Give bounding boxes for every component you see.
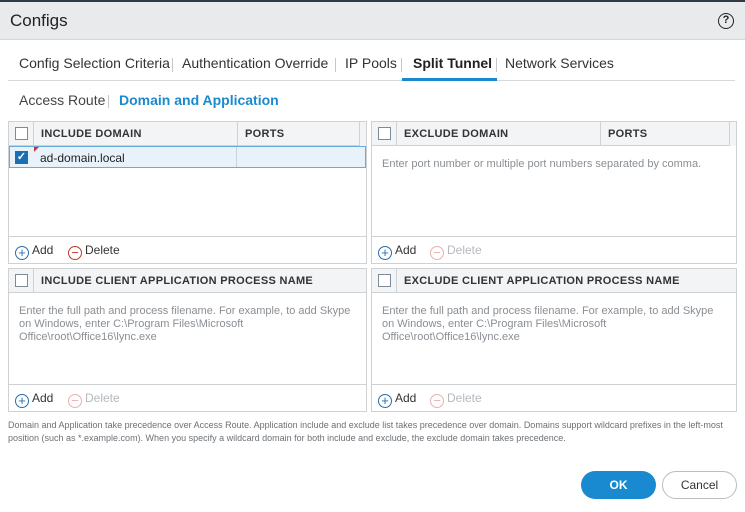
include-domain-footer (9, 236, 366, 263)
add-label: Add (395, 243, 417, 257)
dialog-header (0, 2, 745, 40)
delete-icon: − (68, 246, 82, 260)
include-app-add-button[interactable] (15, 391, 53, 407)
include-app-delete-button[interactable] (68, 391, 120, 407)
include-app-placeholder: Enter the full path and process filename. For example, to add Skype on Windows, enter C:\Program Files\Microsoft Office\root\Office16\lync.exe (19, 305, 351, 343)
tab-ip-pools[interactable]: IP Pools (345, 55, 397, 71)
subtab-access-route[interactable]: Access Route (19, 92, 106, 108)
subtab-separator (108, 95, 109, 108)
tab-network-services[interactable]: Network Services (505, 55, 614, 71)
add-icon: + (15, 394, 29, 408)
dialog-title: Configs (10, 11, 68, 30)
add-label: Add (395, 391, 417, 405)
include-app-panel (8, 268, 367, 412)
header-scroll-gutter (729, 122, 736, 146)
delete-icon: − (430, 394, 444, 408)
exclude-app-add-button[interactable] (378, 391, 416, 407)
exclude-app-list (372, 293, 736, 384)
exclude-domain-header (372, 122, 736, 146)
add-icon: + (15, 246, 29, 260)
include-domain-delete-button[interactable] (68, 243, 120, 259)
exclude-domain-select-all-checkbox[interactable] (378, 127, 391, 140)
column-divider (236, 147, 237, 167)
include-app-column-header[interactable]: INCLUDE CLIENT APPLICATION PROCESS NAME (33, 269, 367, 293)
delete-icon: − (68, 394, 82, 408)
delete-label: Delete (447, 391, 482, 405)
exclude-domain-panel (371, 121, 737, 264)
add-label: Add (32, 243, 54, 257)
tab-split-tunnel[interactable]: Split Tunnel (413, 55, 493, 71)
subtab-domain-and-application[interactable]: Domain and Application (119, 92, 279, 108)
include-domain-select-all-checkbox[interactable] (15, 127, 28, 140)
delete-label: Delete (85, 243, 120, 257)
precedence-note: Domain and Application take precedence over Access Route. Application include and exclude list takes precedence over domain. Domains support wildcard prefixes in the left-most position (such as *.example.com). When you specify a wildcard domain for both include and exclude, the exclude domain takes precedence. (8, 420, 723, 443)
tab-config-selection-criteria[interactable]: Config Selection Criteria (19, 55, 170, 71)
include-domain-panel (8, 121, 367, 264)
delete-label: Delete (85, 391, 120, 405)
delete-label: Delete (447, 243, 482, 257)
exclude-app-placeholder: Enter the full path and process filename. For example, to add Skype on Windows, enter C:\Program Files\Microsoft Office\root\Office16\lync.exe (382, 305, 714, 343)
exclude-domain-column-header[interactable]: EXCLUDE DOMAIN (396, 122, 600, 146)
include-app-footer (9, 384, 366, 411)
tab-separator (401, 58, 402, 72)
tab-bar (8, 40, 735, 81)
exclude-domain-add-button[interactable] (378, 243, 416, 259)
include-app-select-all-checkbox[interactable] (15, 274, 28, 287)
exclude-domain-ports-column-header[interactable]: PORTS (600, 122, 730, 146)
include-domain-header (9, 122, 366, 146)
exclude-domain-list (372, 146, 736, 236)
exclude-domain-placeholder: Enter port number or multiple port numbers separated by comma. (382, 158, 702, 170)
exclude-app-delete-button[interactable] (430, 391, 482, 407)
modified-marker-icon (34, 147, 39, 152)
include-domain-add-button[interactable] (15, 243, 53, 259)
include-domain-cell[interactable]: ad-domain.local (40, 151, 125, 165)
table-row[interactable] (9, 146, 366, 168)
delete-icon: − (430, 246, 444, 260)
exclude-app-panel (371, 268, 737, 412)
cancel-button[interactable]: Cancel (662, 471, 737, 499)
include-domain-ports-column-header[interactable]: PORTS (237, 122, 361, 146)
tab-separator (172, 58, 173, 72)
add-icon: + (378, 394, 392, 408)
exclude-app-column-header[interactable]: EXCLUDE CLIENT APPLICATION PROCESS NAME (396, 269, 737, 293)
tab-authentication-override[interactable]: Authentication Override (182, 55, 329, 71)
ok-button[interactable]: OK (581, 471, 656, 499)
exclude-app-footer (372, 384, 736, 411)
include-app-header (9, 269, 366, 293)
exclude-app-header (372, 269, 736, 293)
tab-separator (335, 58, 336, 72)
row-checkbox[interactable]: ✓ (16, 151, 27, 163)
add-icon: + (378, 246, 392, 260)
exclude-domain-footer (372, 236, 736, 263)
exclude-app-select-all-checkbox[interactable] (378, 274, 391, 287)
active-tab-indicator (402, 78, 497, 81)
include-domain-list (9, 146, 366, 236)
add-label: Add (32, 391, 54, 405)
help-icon[interactable]: ? (718, 13, 734, 29)
tab-separator (496, 58, 497, 72)
exclude-domain-delete-button[interactable] (430, 243, 482, 259)
include-app-list (9, 293, 366, 384)
include-domain-column-header[interactable]: INCLUDE DOMAIN (33, 122, 237, 146)
header-scroll-gutter (359, 122, 366, 146)
